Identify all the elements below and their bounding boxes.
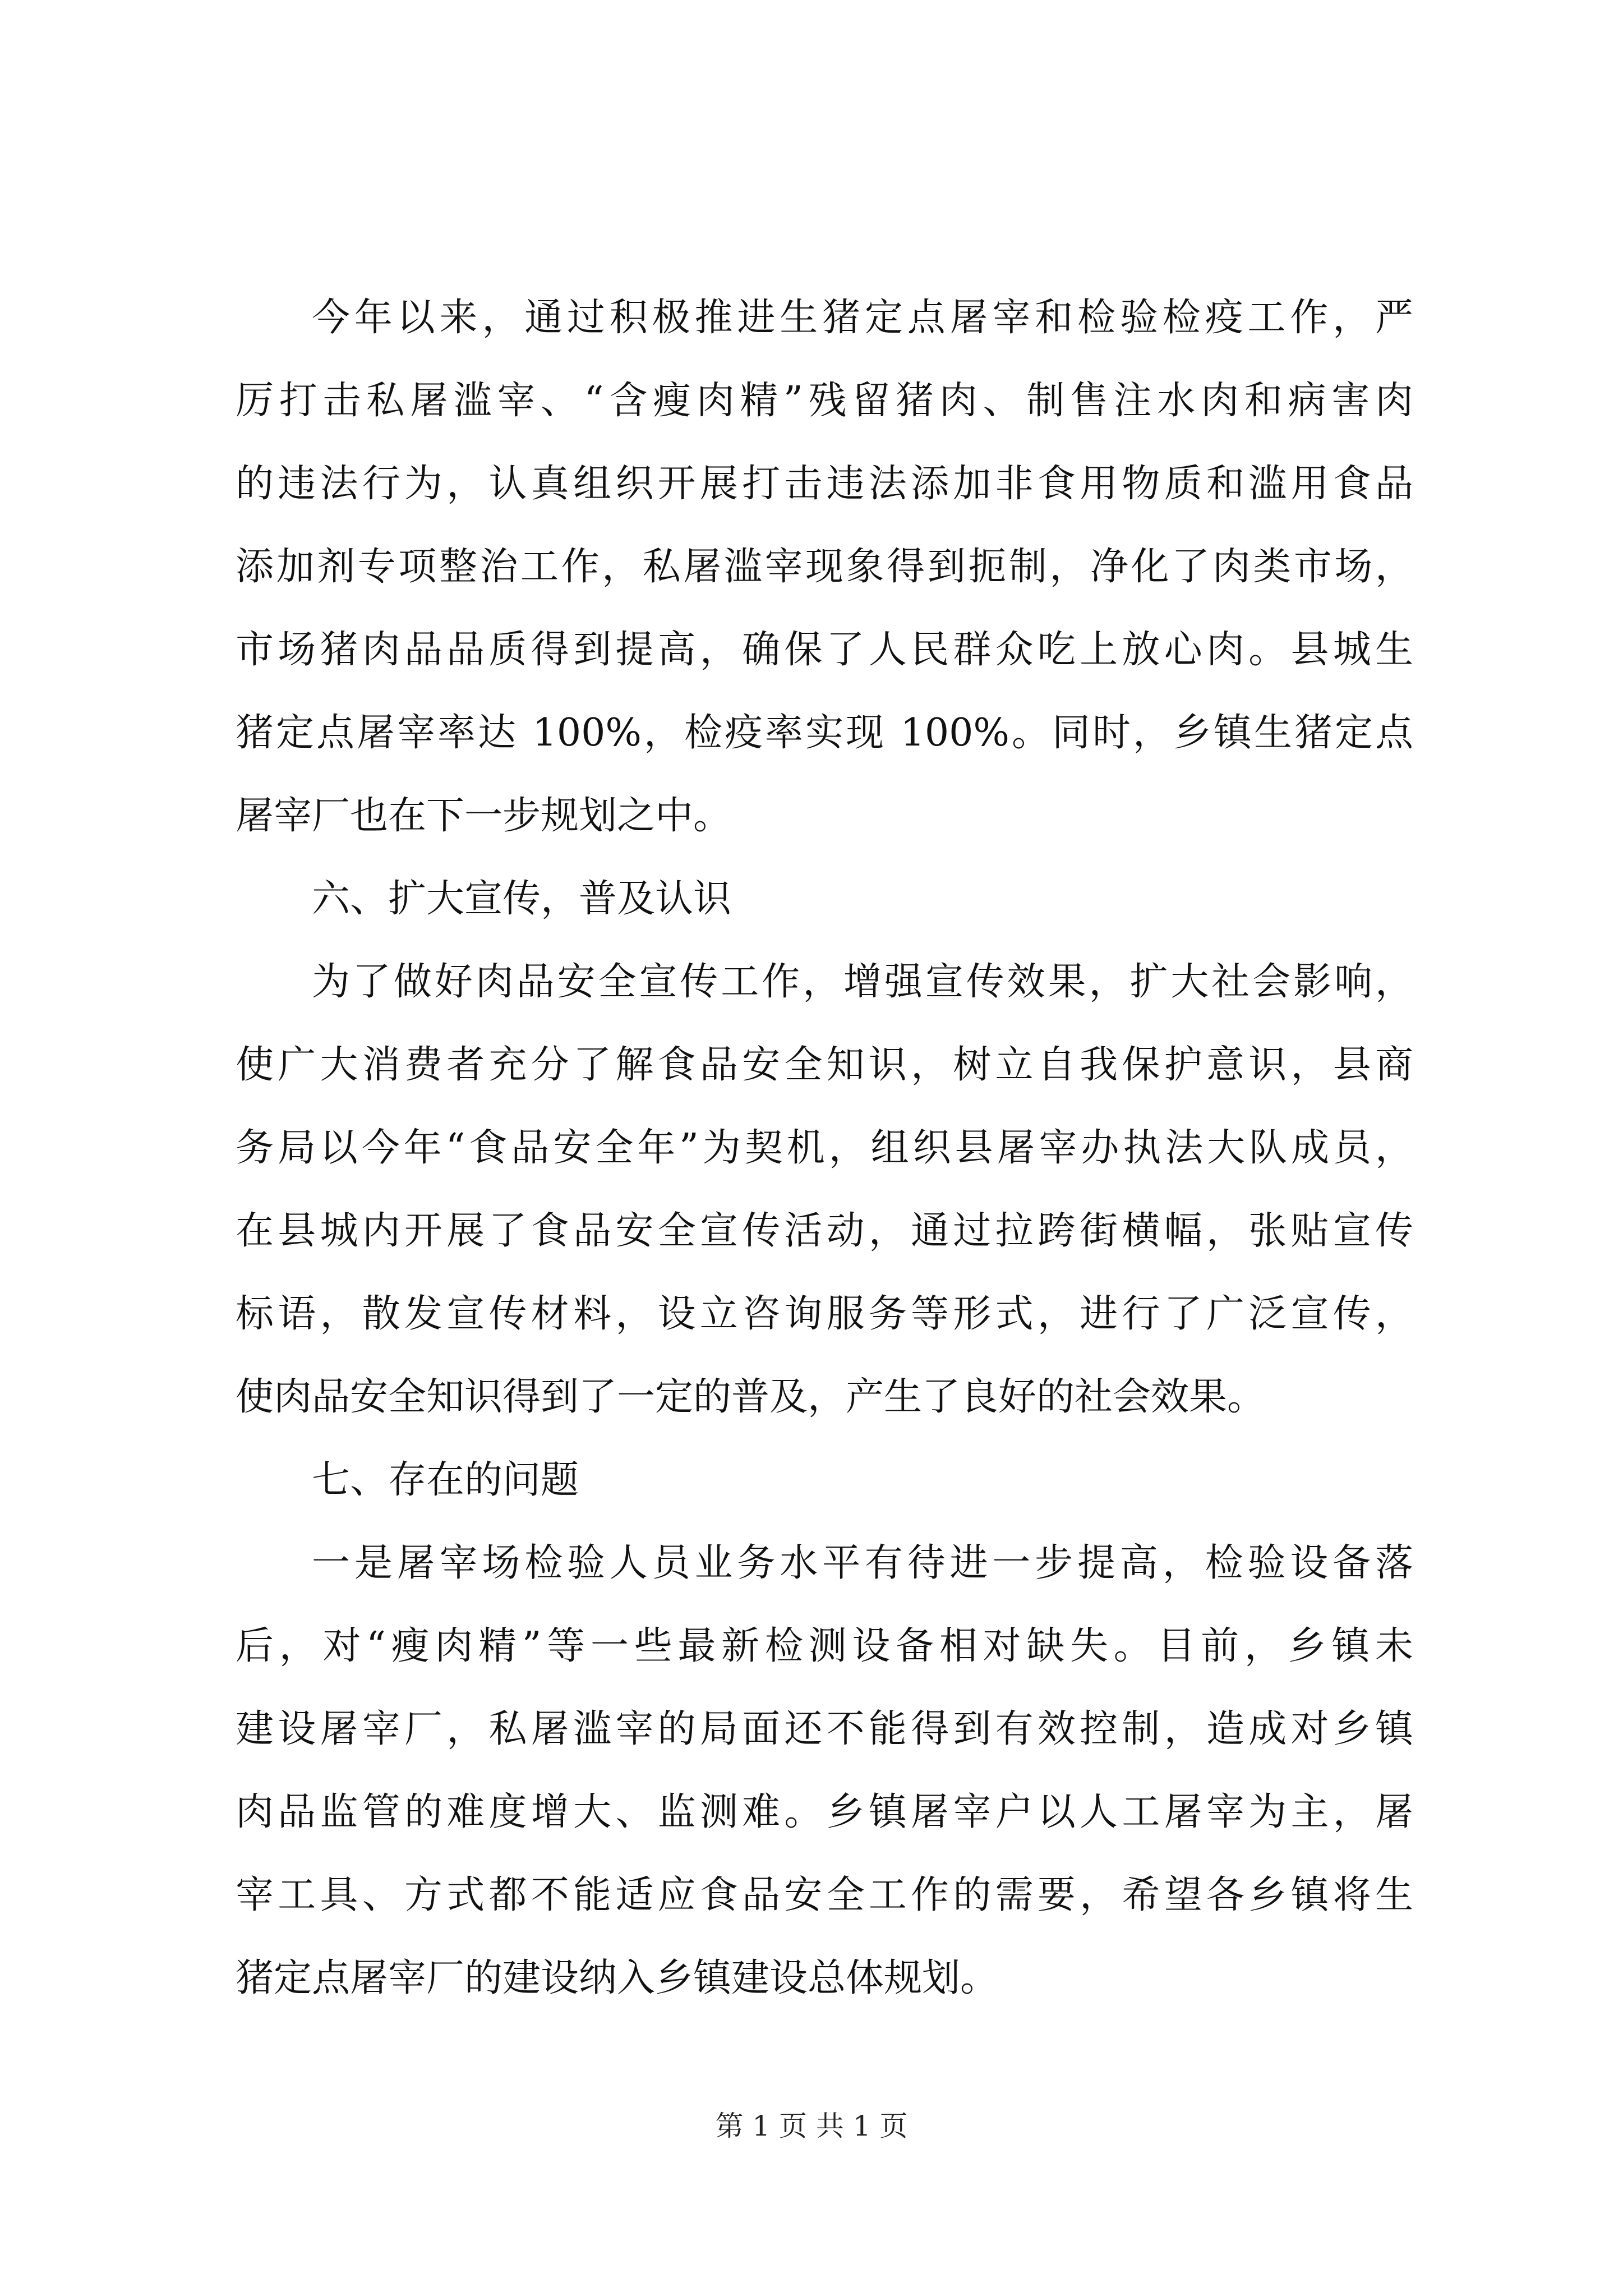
- paragraph-2-line-5: 标语，散发宣传材料，设立咨询服务等形式，进行了广泛宣传，: [236, 1292, 1413, 1336]
- paragraph-3-line-5: 宰工具、方式都不能适应食品安全工作的需要，希望各乡镇将生: [236, 1873, 1413, 1917]
- paragraph-3-line-4: 肉品监管的难度增大、监测难。乡镇屠宰户以人工屠宰为主，屠: [236, 1790, 1413, 1834]
- paragraph-1-line-4: 添加剂专项整治工作，私屠滥宰现象得到扼制，净化了肉类市场，: [236, 545, 1413, 589]
- paragraph-2-line-4: 在县城内开展了食品安全宣传活动，通过拉跨街横幅，张贴宣传: [236, 1209, 1413, 1253]
- paragraph-3-line-6: 猪定点屠宰厂的建设纳入乡镇建设总体规划。: [236, 1956, 999, 2000]
- paragraph-3-line-3: 建设屠宰厂，私屠滥宰的局面还不能得到有效控制，造成对乡镇: [236, 1707, 1413, 1751]
- paragraph-1-line-7: 屠宰厂也在下一步规划之中。: [236, 794, 732, 838]
- section-heading-6: 六、扩大宣传，普及认识: [312, 877, 732, 921]
- page-footer: 第 1 页 共 1 页: [715, 2110, 908, 2142]
- paragraph-2-line-6: 使肉品安全知识得到了一定的普及，产生了良好的社会效果。: [236, 1375, 1266, 1419]
- paragraph-2-line-3: 务局以今年“食品安全年”为契机，组织县屠宰办执法大队成员，: [236, 1126, 1413, 1170]
- paragraph-1-line-1: 今年以来，通过积极推进生猪定点屠宰和检验检疫工作，严: [312, 296, 1413, 340]
- paragraph-1-line-2: 厉打击私屠滥宰、“含瘦肉精”残留猪肉、制售注水肉和病害肉: [236, 379, 1413, 423]
- paragraph-3-line-2: 后，对“瘦肉精”等一些最新检测设备相对缺失。目前，乡镇未: [236, 1624, 1413, 1668]
- paragraph-2-line-1: 为了做好肉品安全宣传工作，增强宣传效果，扩大社会影响，: [312, 960, 1413, 1004]
- paragraph-3-line-1: 一是屠宰场检验人员业务水平有待进一步提高，检验设备落: [312, 1541, 1413, 1585]
- paragraph-1-line-3: 的违法行为，认真组织开展打击违法添加非食用物质和滥用食品: [236, 462, 1413, 506]
- paragraph-1-line-6: 猪定点屠宰率达 100%，检疫率实现 100%。同时，乡镇生猪定点: [236, 711, 1413, 755]
- paragraph-1-line-5: 市场猪肉品品质得到提高，确保了人民群众吃上放心肉。县城生: [236, 628, 1413, 672]
- paragraph-2-line-2: 使广大消费者充分了解食品安全知识，树立自我保护意识，县商: [236, 1043, 1413, 1087]
- section-heading-7: 七、存在的问题: [312, 1458, 579, 1502]
